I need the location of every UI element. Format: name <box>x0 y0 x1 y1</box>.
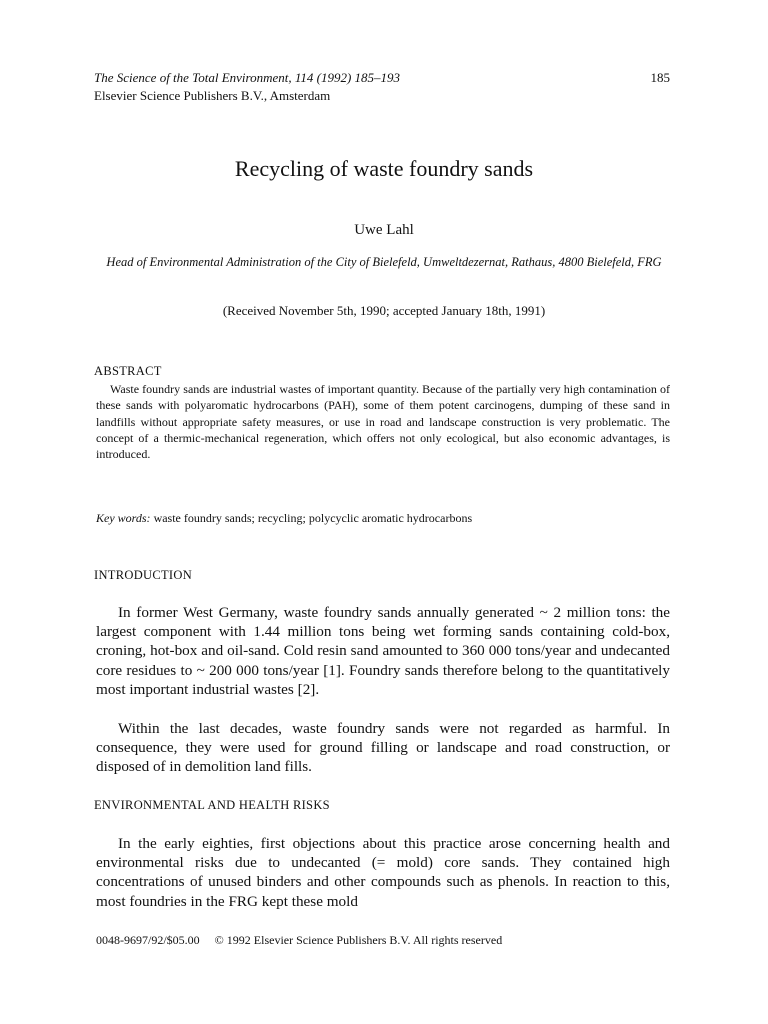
keywords-text: waste foundry sands; recycling; polycyclic aromatic hydrocarbons <box>153 511 473 525</box>
author-affiliation: Head of Environmental Administration of the City of Bielefeld, Umweltdezernat, Rathaus, 4800 Bielefeld, FRG <box>106 255 662 269</box>
article-title: Recycling of waste foundry sands <box>234 156 534 181</box>
footer <box>96 932 514 948</box>
abstract-text: Waste foundry sands are industrial wastes of important quantity. Because of the partially very high contamination of these sands with polyaromatic hydrocarbons (PAH), some of them potent carcinogens, dumping of these sand in landfills without appropriate safety measures, or use in road and landscape construction is very problematic. The concept of a thermic-mechanical regeneration, which offers not only ecological, but also economic advantages, is introduced. <box>96 382 670 462</box>
environmental-paragraph-1: In the early eighties, first objections about this practice arose concerning health and environmental risks due to undecanted (= mold) core sands. They contained high concentrations of unused binders and other compounds such as phenols. In reaction to this, most foundries in the FRG kept these mold <box>96 835 670 910</box>
introduction-heading: INTRODUCTION <box>94 568 193 582</box>
received-dates: (Received November 5th, 1990; accepted January 18th, 1991) <box>222 303 546 318</box>
footer-code: 0048-9697/92/$05.00 <box>96 933 200 947</box>
environmental-heading: ENVIRONMENTAL AND HEALTH RISKS <box>94 798 330 812</box>
author-name: Uwe Lahl <box>354 222 414 238</box>
introduction-paragraph-2: Within the last decades, waste foundry sands were not regarded as harmful. In consequence, they were used for ground filling or landscape and road construction, or disposed of in demolition land fills. <box>96 720 670 776</box>
abstract-heading: ABSTRACT <box>94 364 162 378</box>
page-number: 185 <box>650 70 670 85</box>
introduction-paragraph-1: In former West Germany, waste foundry sands annually generated ~ 2 million tons: the largest component with 1.44 million tons being wet forming sands containing cold-box, croning, hot-box and oil-sand. Cold resin sand amounted to 360 000 tons/year and undecanted core residues to ~ 200 000 tons/year [1]. Foundry sands therefore belong to the quantitatively most important industrial wastes [2]. <box>96 604 670 698</box>
footer-copyright: © 1992 Elsevier Science Publishers B.V. All rights reserved <box>214 933 503 947</box>
keywords <box>96 510 670 526</box>
publisher-line: Elsevier Science Publishers B.V., Amsterdam <box>94 88 331 103</box>
journal-citation: The Science of the Total Environment, 114 (1992) 185–193 <box>94 70 401 85</box>
keywords-label: Key words: <box>96 511 151 525</box>
